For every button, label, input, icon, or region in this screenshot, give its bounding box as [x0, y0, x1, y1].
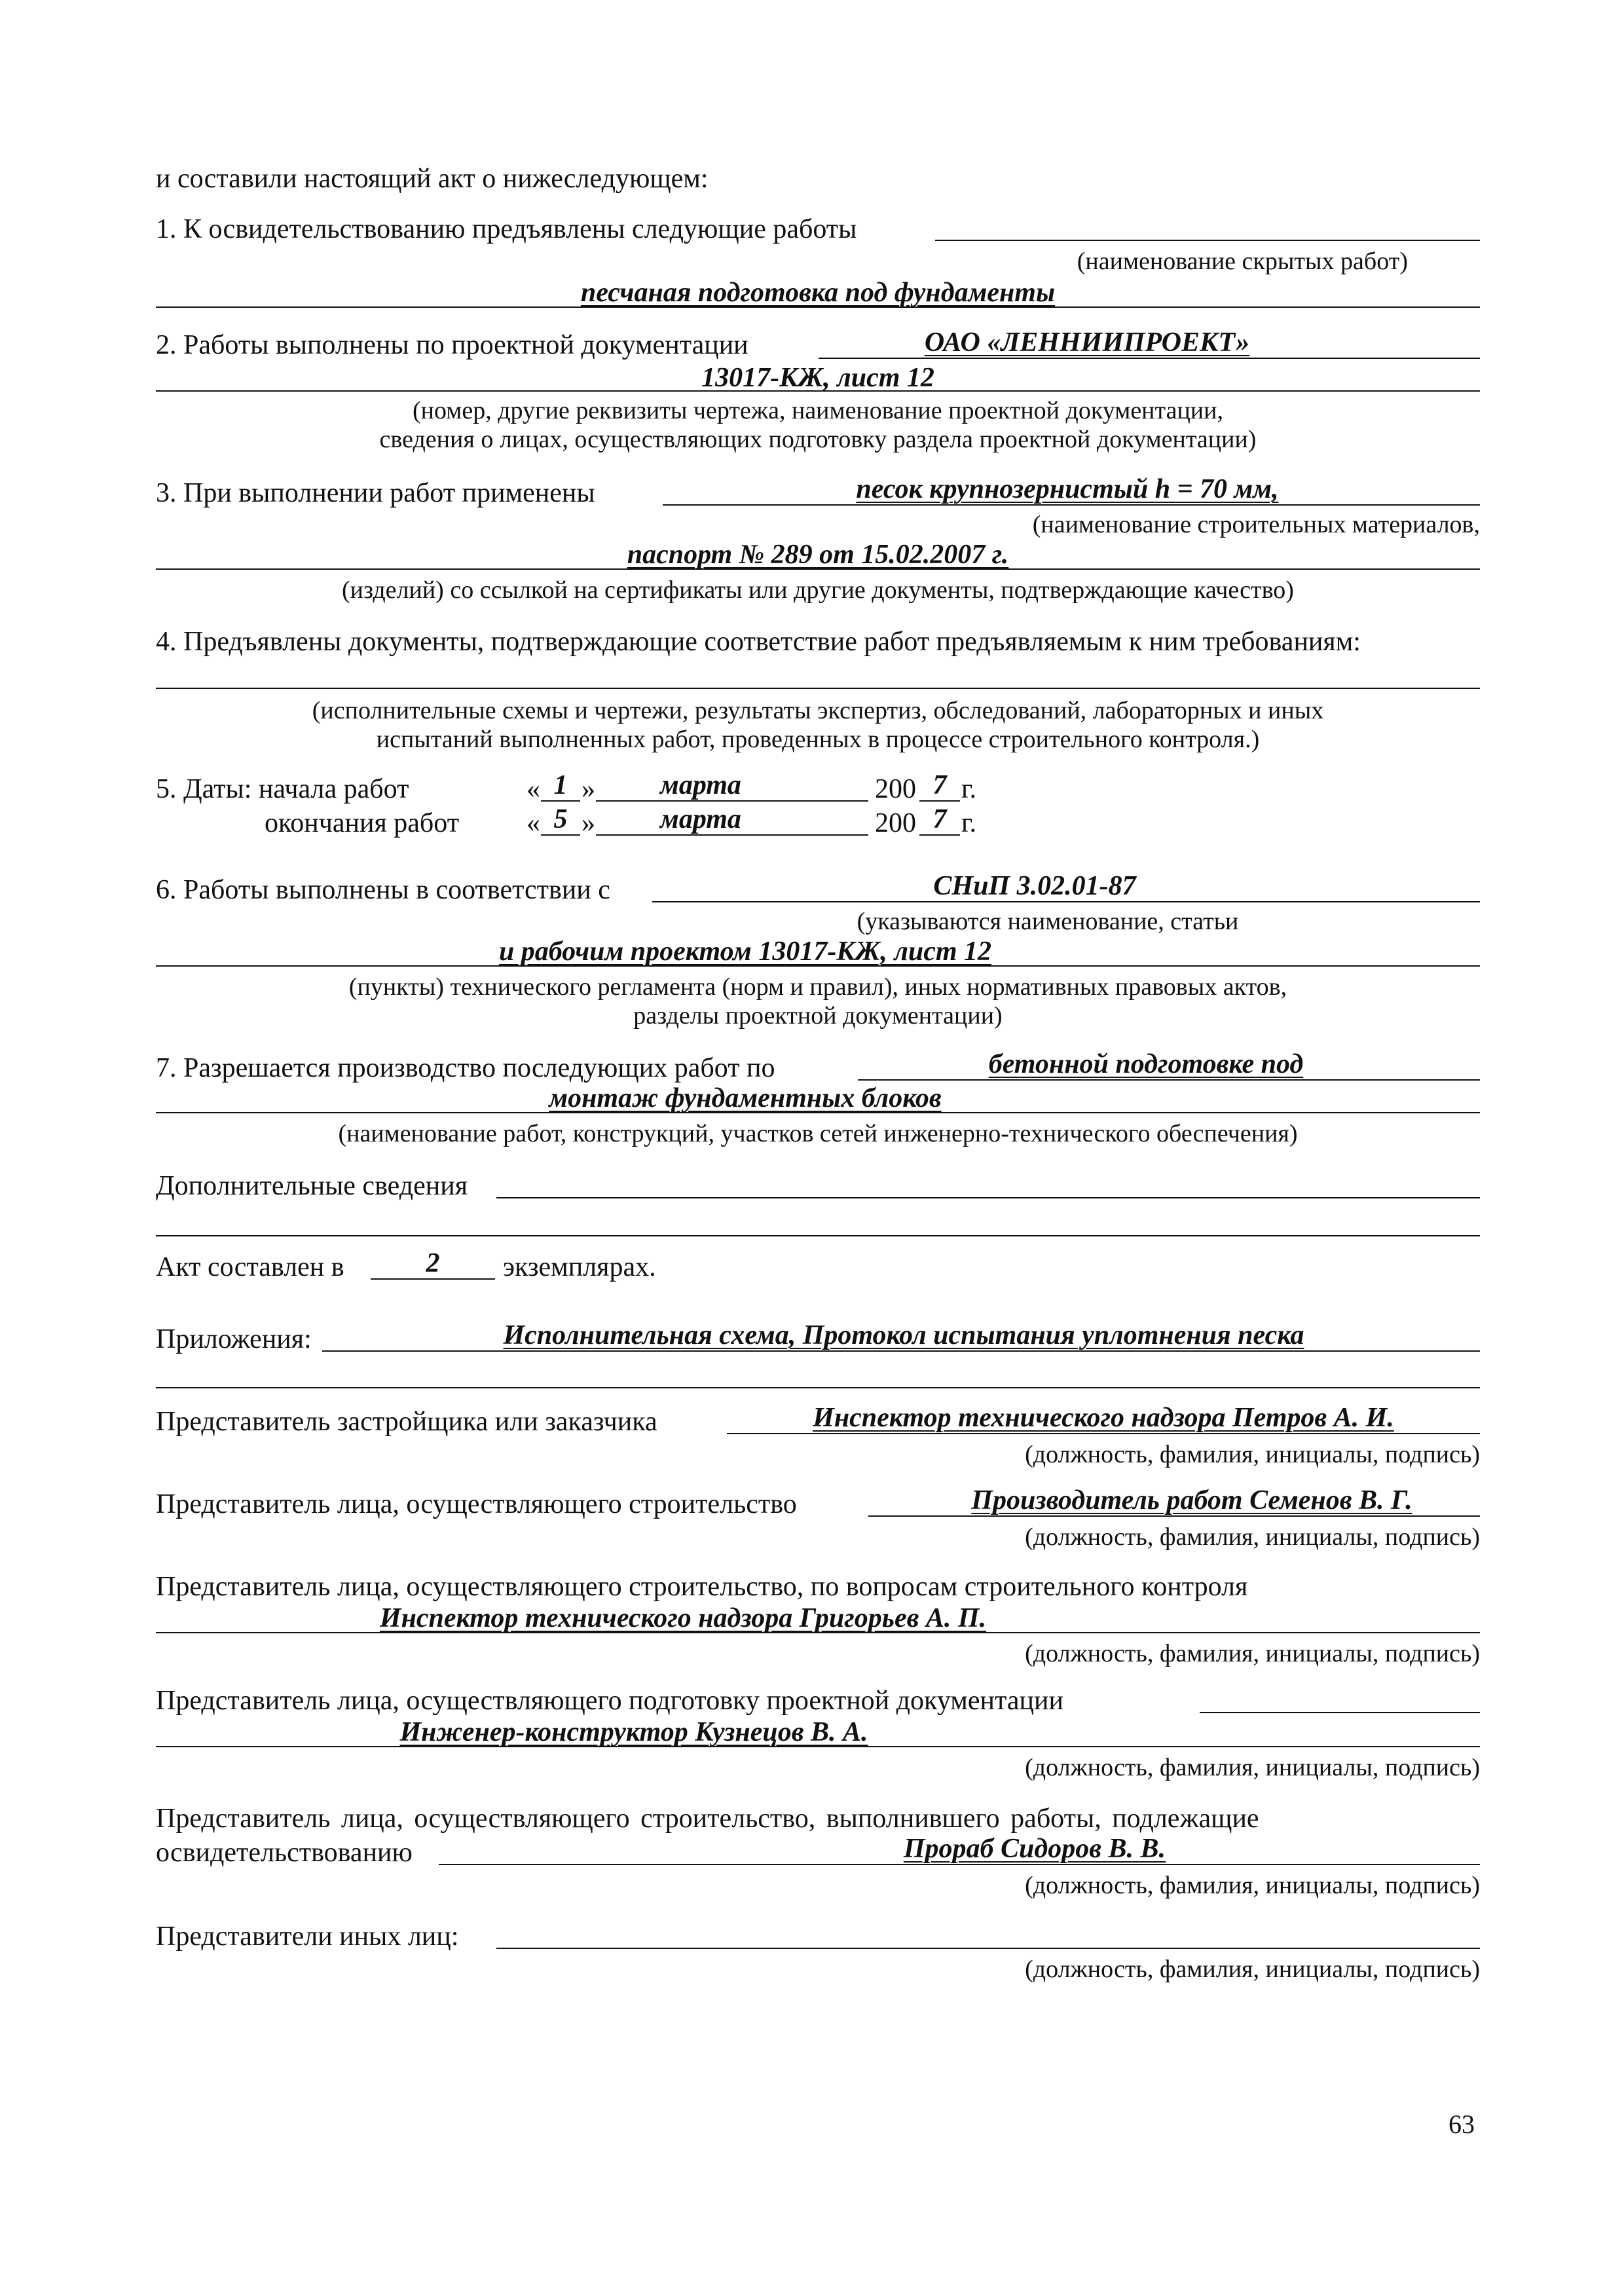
s5-start-label: 5. Даты: начала работ [156, 774, 409, 804]
rep4-label: Представитель лица, осуществляющего подготовку проектной документации [156, 1686, 1063, 1716]
s4-label: 4. Предъявлены документы, подтверждающие соответствие работ предъявляемым к ним требованиям: [156, 627, 1361, 657]
s4-line [156, 688, 1480, 689]
s5-end-label: окончания работ [265, 808, 460, 838]
s3-hint-2: (изделий) со ссылкой на сертификаты или другие документы, подтверждающие качество) [342, 576, 1294, 604]
s6-line-2 [156, 965, 1480, 967]
s7-label: 7. Разрешается производство последующих работ по [156, 1053, 775, 1083]
s1-line-1 [935, 240, 1480, 241]
s7-hint: (наименование работ, конструкций, участков сетей инженерно-технического обеспечения) [338, 1120, 1298, 1147]
copies-value: 2 [426, 1248, 440, 1278]
s2-hint-2: сведения о лицах, осуществляющих подготовку раздела проектной документации) [379, 426, 1257, 453]
s2-label: 2. Работы выполнены по проектной документации [156, 330, 748, 360]
intro-text: и составили настоящий акт о нижеследующем: [156, 164, 709, 194]
s5-end-year-prefix: 200 [875, 808, 916, 838]
page-number: 63 [1449, 2109, 1475, 2139]
rep1-hint: (должность, фамилия, инициалы, подпись) [1025, 1441, 1480, 1468]
s5-end-year-digit: 7 [932, 804, 947, 834]
s6-hint-2: (пункты) технического регламента (норм и правил), иных нормативных правовых актов, [348, 973, 1287, 1001]
attachments-label: Приложения: [156, 1324, 312, 1354]
s1-value: песчаная подготовка под фундаменты [580, 278, 1056, 308]
s1-line-2 [156, 306, 1480, 308]
rep4-value: Инженер-конструктор Кузнецов В. А. [399, 1717, 868, 1747]
extra-line-2 [156, 1235, 1480, 1236]
s5-start-year-prefix: 200 [875, 774, 916, 804]
rep6-hint: (должность, фамилия, инициалы, подпись) [1025, 1956, 1480, 1983]
s5-start-quote-close: » [581, 774, 595, 804]
rep5-hint: (должность, фамилия, инициалы, подпись) [1025, 1872, 1480, 1899]
extra-label: Дополнительные сведения [156, 1171, 468, 1201]
rep2-hint: (должность, фамилия, инициалы, подпись) [1025, 1523, 1480, 1551]
s5-end-month: марта [660, 804, 741, 834]
rep6-label: Представители иных лиц: [156, 1921, 459, 1952]
s5-start-year-suffix: г. [961, 774, 976, 804]
rep2-label: Представитель лица, осуществляющего строительство [156, 1489, 797, 1519]
s5-start-quote-open: « [526, 774, 540, 804]
s2-hint-1: (номер, другие реквизиты чертежа, наименование проектной документации, [413, 397, 1223, 424]
s2-line-2 [156, 390, 1480, 392]
rep1-value: Инспектор технического надзора Петров А. И. [813, 1403, 1394, 1433]
s6-hint-3: разделы проектной документации) [633, 1002, 1003, 1029]
rep4-line-2 [156, 1746, 1480, 1747]
rep3-label: Представитель лица, осуществляющего строительство, по вопросам строительного контроля [156, 1572, 1248, 1602]
s5-end-year-suffix: г. [961, 808, 976, 838]
s7-value-2: монтаж фундаментных блоков [549, 1083, 942, 1113]
s6-value-2: и рабочим проектом 13017-КЖ, лист 12 [498, 937, 992, 967]
s1-hint: (наименование скрытых работ) [1077, 248, 1408, 275]
s3-hint-1: (наименование строительных материалов, [1032, 511, 1480, 538]
rep3-value: Инспектор технического надзора Григорьев А. П. [379, 1603, 987, 1633]
s7-line-2 [156, 1112, 1480, 1113]
rep4-line-1 [1200, 1712, 1480, 1713]
s3-value-1: песок крупнозернистый h = 70 мм, [856, 474, 1279, 504]
rep5-value: Прораб Сидоров В. В. [903, 1834, 1166, 1864]
copies-label: Акт составлен в [156, 1252, 344, 1282]
s5-start-month: марта [660, 770, 741, 800]
s6-label: 6. Работы выполнены в соответствии с [156, 875, 610, 905]
s4-hint-1: (исполнительные схемы и чертежи, результаты экспертиз, обследований, лабораторных и иных [312, 697, 1324, 724]
s5-start-year-digit: 7 [932, 770, 947, 800]
s5-end-quote-open: « [526, 808, 540, 838]
rep1-label: Представитель застройщика или заказчика [156, 1407, 657, 1437]
rep2-value: Производитель работ Семенов В. Г. [971, 1485, 1412, 1515]
s5-end-day: 5 [553, 804, 568, 834]
s3-label: 3. При выполнении работ применены [156, 478, 595, 508]
s3-value-2: паспорт № 289 от 15.02.2007 г. [627, 540, 1009, 570]
s7-value-1: бетонной подготовке под [988, 1049, 1304, 1079]
rep6-line [496, 1948, 1480, 1949]
s6-hint-1: (указываются наименование, статьи [857, 908, 1239, 935]
rep3-line [156, 1632, 1480, 1633]
copies-suffix: экземплярах. [503, 1252, 656, 1282]
rep5-label-1: Представитель лица, осуществляющего строительство, выполнившего работы, подлежащие [156, 1804, 1259, 1834]
rep4-hint: (должность, фамилия, инициалы, подпись) [1025, 1754, 1480, 1781]
s5-start-day: 1 [553, 770, 568, 800]
s5-end-quote-close: » [581, 808, 595, 838]
attachments-line-2 [156, 1387, 1480, 1388]
rep3-hint: (должность, фамилия, инициалы, подпись) [1025, 1640, 1480, 1667]
s1-label: 1. К освидетельствованию предъявлены следующие работы [156, 214, 857, 244]
rep5-label-2: освидетельствованию [156, 1838, 413, 1868]
s3-line-2 [156, 568, 1480, 570]
attachments-value: Исполнительная схема, Протокол испытания уплотнения песка [503, 1320, 1304, 1350]
s4-hint-2: испытаний выполненных работ, проведенных в процессе строительного контроля.) [376, 726, 1260, 753]
s2-value-1: ОАО «ЛЕННИИПРОЕКТ» [924, 327, 1250, 358]
s6-value-1: СНиП 3.02.01-87 [933, 871, 1136, 901]
extra-line-1 [496, 1197, 1480, 1198]
s2-value-2: 13017-КЖ, лист 12 [701, 363, 934, 393]
